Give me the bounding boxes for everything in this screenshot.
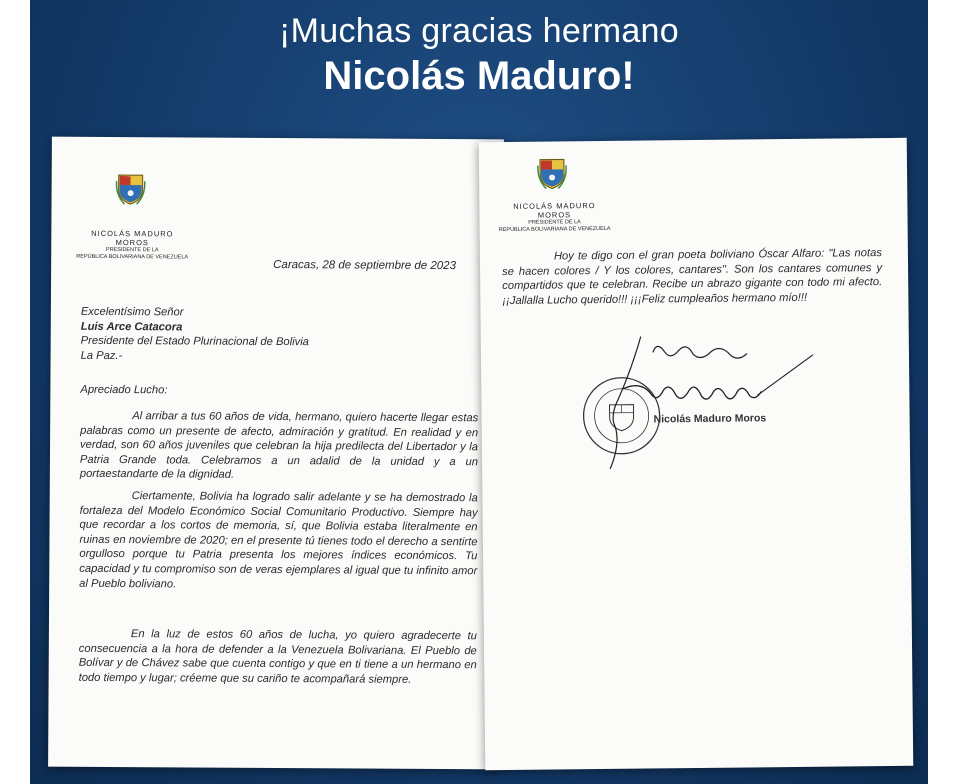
paragraph-1: Al arribar a tus 60 años de vida, hermano, quiero hacerte llegar estas palabras como un presente de afecto, admiración y gratitud. En realidad y en verdad, son 60 años juveniles que celebran la hija predilecta del Libertador y la Patria Grande toda. Celebramos a un adalid de la unidad y a un portaestandarte de la dignidad.	[79, 410, 479, 482]
coat-of-arms-icon	[116, 171, 146, 205]
addressee-line: Excelentísimo Señor	[80, 305, 184, 319]
signature-name-label: Nicolás Maduro Moros	[653, 412, 767, 426]
addressee-line: Luis Arce Catacora	[80, 320, 183, 334]
presidential-seal	[583, 377, 660, 454]
letter-date: Caracas, 28 de septiembre de 2023	[273, 258, 457, 273]
addressee-block	[81, 305, 481, 366]
closing-paragraph: Hoy te digo con el gran poeta boliviano Óscar Alfaro: "Las notas se hacen colores / Y los colores, cantares". Son los cantares comunes y compartidos que te celebran. Recibe un abrazo gigante con todo mi afecto. ¡¡Jallalla Lucho querido!!! ¡¡¡Feliz cumpleaños hermano mío!!!	[502, 247, 883, 307]
coat-of-arms-icon	[537, 155, 567, 189]
letter-page-2	[479, 138, 914, 770]
addressee-line: Presidente del Estado Plurinacional de Bolivia	[80, 334, 309, 349]
paragraph-2: Ciertamente, Bolivia ha logrado salir adelante y se ha demostrado la fortaleza del Modelo Económico Social Comunitario Productivo. Siempre hay que recordar a los cortos de memoria, sí, que Bolivia estaba literalmente en ruinas en noviembre de 2020; en el presente tú tienes todo el derecho a sentirte orgulloso porque tu Patria presenta los mejores índices económicos. Tu capacidad y tu compromiso son de veras ejemplares al igual que tu infinito amor al Pueblo boliviano.	[79, 490, 478, 590]
salutation: Apreciado Lucho:	[80, 383, 168, 397]
poster-background	[30, 0, 928, 784]
headline-line-2: Nicolás Maduro!	[323, 54, 635, 98]
sender-name: NICOLÁS MADURO MOROS	[91, 228, 174, 248]
letter-page-1	[48, 137, 504, 770]
sender-block	[75, 229, 189, 262]
sender-block	[497, 201, 611, 234]
sender-country: REPÚBLICA BOLIVARIANA DE VENEZUELA	[498, 225, 611, 234]
headline-line-1: ¡Muchas gracias hermano	[279, 12, 679, 50]
sender-role: PRESIDENTE DE LA	[105, 246, 159, 254]
sender-role: PRESIDENTE DE LA	[528, 219, 581, 226]
sender-country: REPÚBLICA BOLIVARIANA DE VENEZUELA	[76, 253, 189, 261]
sender-name: NICOLÁS MADURO MOROS	[513, 201, 596, 220]
signature-and-seal	[561, 328, 862, 471]
paragraph-3: En la luz de estos 60 años de lucha, yo quiero agradecerte tu consecuencia a la hora de defender a la Venezuela Bolivariana. El Pueblo de Bolívar y de Chávez sabe que cuenta contigo y que en ti tiene a un hermano en todo tiempo y lugar; créeme que su cariño te acompañará siempre.	[78, 628, 477, 686]
addressee-line: La Paz.-	[80, 349, 123, 362]
